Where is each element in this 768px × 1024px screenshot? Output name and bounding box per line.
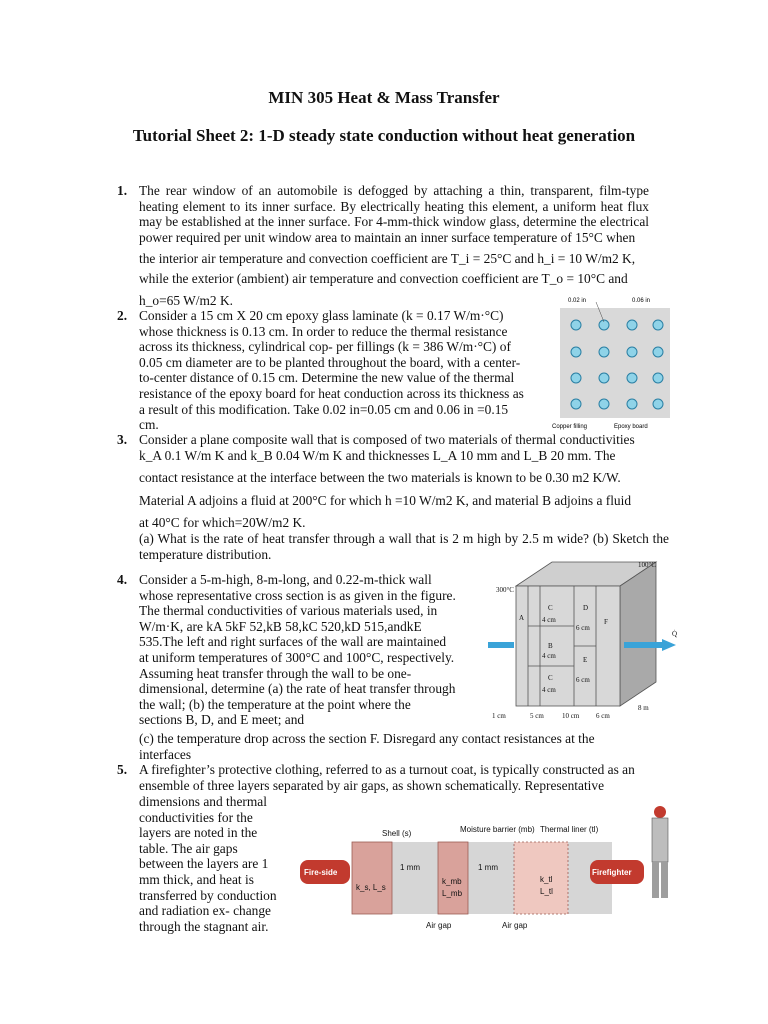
question-number: 2. (117, 308, 128, 323)
dim-1cm: 1 cm (492, 712, 506, 720)
dim-5cm: 5 cm (530, 712, 544, 720)
label-e: E (583, 656, 588, 664)
firefighter-label: Firefighter (592, 868, 632, 877)
question-5-continued (139, 794, 277, 934)
ks-label: k_s, L_s (356, 883, 386, 892)
question-3-line-6: (a) What is the rate of heat transfer through a wall that is 2 m high by 2.5 m wide? (b) Sketch the temperature distribution. (139, 530, 669, 562)
label-f: F (604, 618, 608, 626)
label-002in: 0.02 in (568, 298, 587, 304)
dim-6cm-1: 6 cm (576, 624, 590, 632)
fire-side-label: Fire-side (304, 868, 338, 877)
kmb-label: k_mb (442, 877, 462, 886)
question-number: 3. (117, 432, 128, 447)
label-a: A (519, 614, 525, 622)
epoxy-board-figure (552, 294, 672, 434)
turnout-coat-figure (300, 802, 680, 940)
label-c2: C (548, 674, 553, 682)
dim-4cm-3: 4 cm (542, 686, 556, 694)
gap-2-label: 1 mm (478, 863, 498, 872)
dim-10cm: 10 cm (562, 712, 580, 720)
question-3-line-5: at 40°C for which=20W/m2 K. (139, 515, 306, 531)
gap-1-label: 1 mm (400, 863, 420, 872)
question-5-text-a: A firefighter’s protective clothing, referred to as a turnout coat, is typically constructed as an ensemble of three layers separated by air gaps, as shown schematically. Representative (139, 762, 635, 793)
air-gap-label-1: Air gap (426, 921, 452, 930)
question-number: 4. (117, 572, 128, 587)
question-1-line-1: The rear window of an automobile is defogged by attaching a thin, transparent, film-type heating element to its inner surface. By electrically heating this element, a uniform heat flux may be established at the inner surface. For 4-mm-thick window glass, determine the electrical power required per unit window area to maintain an inner surface temperature of 15°C when (139, 183, 649, 245)
question-1-line-4: h_o=65 W/m2 K. (139, 292, 233, 308)
question-1-line-3: while the exterior (ambient) air temperature and convection coefficient are T_o = 10°C and (139, 270, 628, 286)
question-4-text-a: Consider a 5-m-high, 8-m-long, and 0.22-m-thick wall whose representative cross section is as given in the figure. The thermal conductivities of various materials used, in W/m·K, are kA 5kF 52,kB 58,kC 520,kD 515,andkE 535.The left and right surfaces of the wall are maintained at uniform temperatures of 300°C and 100°C, respectively. Assuming heat transfer through the wall to be one-dimensional, determine (a) the rate of heat transfer through the wall; (b) the temperature at the point where the sections B, D, and E meet; and (139, 572, 456, 728)
question-3-line-4: Material A adjoins a fluid at 200°C for which h =10 W/m2 K, and material B adjoins a fluid (139, 492, 632, 508)
label-epoxy-board: Epoxy board (614, 424, 648, 430)
liner-label: Thermal liner (tl) (540, 825, 599, 834)
temp-right: 100°C (638, 561, 656, 569)
ktl-label: k_tl (540, 875, 553, 884)
question-3-line-2: k_A 0.1 W/m K and k_B 0.04 W/m K and thicknesses L_A 10 mm and L_B 20 mm. The (139, 447, 616, 463)
question-1-line-2: the interior air temperature and convection coefficient are T_i = 25°C and h_i = 10 W/m2 K, (139, 251, 636, 267)
question-3-line-1: Consider a plane composite wall that is composed of two materials of thermal conductivities (139, 432, 635, 447)
lmb-label: L_mb (442, 889, 463, 898)
course-title: MIN 305 Heat & Mass Transfer (268, 88, 500, 107)
sheet-title: Tutorial Sheet 2: 1-D steady state conduction without heat generation (132, 126, 636, 145)
dim-4cm-1: 4 cm (542, 616, 556, 624)
question-number: 5. (117, 762, 128, 777)
heat-out-arrow (624, 642, 664, 648)
question-5-text-b: dimensions and thermal conductivities for the layers are noted in the table. The air gaps between the layers are 1 mm thick, and heat is transferred by conduction and radiation ex- change through the stagnant air. (139, 794, 277, 934)
label-b: B (548, 642, 553, 650)
temp-left: 300°C (496, 586, 514, 594)
question-3-line-3: contact resistance at the interface between the two materials is known to be 0.30 m2 K/W. (139, 470, 621, 486)
dim-6cm: 6 cm (596, 712, 610, 720)
composite-wall-figure (478, 558, 688, 726)
label-copper-filling: Copper filling (552, 424, 588, 430)
moisture-label: Moisture barrier (mb) (460, 825, 535, 834)
question-number: 1. (117, 183, 128, 198)
question-4-text-b: (c) the temperature drop across the section F. Disregard any contact resistances at the interfaces (139, 731, 595, 762)
heat-in-arrow (488, 642, 514, 648)
question-4-continued (139, 731, 649, 762)
ltl-label: L_tl (540, 887, 553, 896)
shell-label: Shell (s) (382, 829, 412, 838)
dim-8m: 8 m (638, 704, 649, 712)
dim-4cm-2: 4 cm (542, 652, 556, 660)
label-c1: C (548, 604, 553, 612)
label-d: D (583, 604, 589, 612)
label-006in: 0.06 in (632, 298, 651, 304)
q-dot-label: Q̇ (672, 630, 678, 638)
air-gap-label-2: Air gap (502, 921, 528, 930)
firefighter-illustration (652, 806, 668, 898)
shell-layer (352, 842, 392, 914)
dim-6cm-2: 6 cm (576, 676, 590, 684)
question-2-text: Consider a 15 cm X 20 cm epoxy glass laminate (k = 0.17 W/m·°C) whose thickness is 0.13 cm. In order to reduce the thermal resistance across its thickness, cylindrical cop- per fillings (k = 386 W/m·°C) of 0.05 cm diameter are to be planted throughout the board, with a center-to-center distance of 0.15 cm. Determine the new value of the thermal resistance of the epoxy board for heat conduction across its thickness as a result of this modification. Take 0.02 in=0.05 cm and 0.06 in =0.15 cm. (139, 308, 524, 433)
